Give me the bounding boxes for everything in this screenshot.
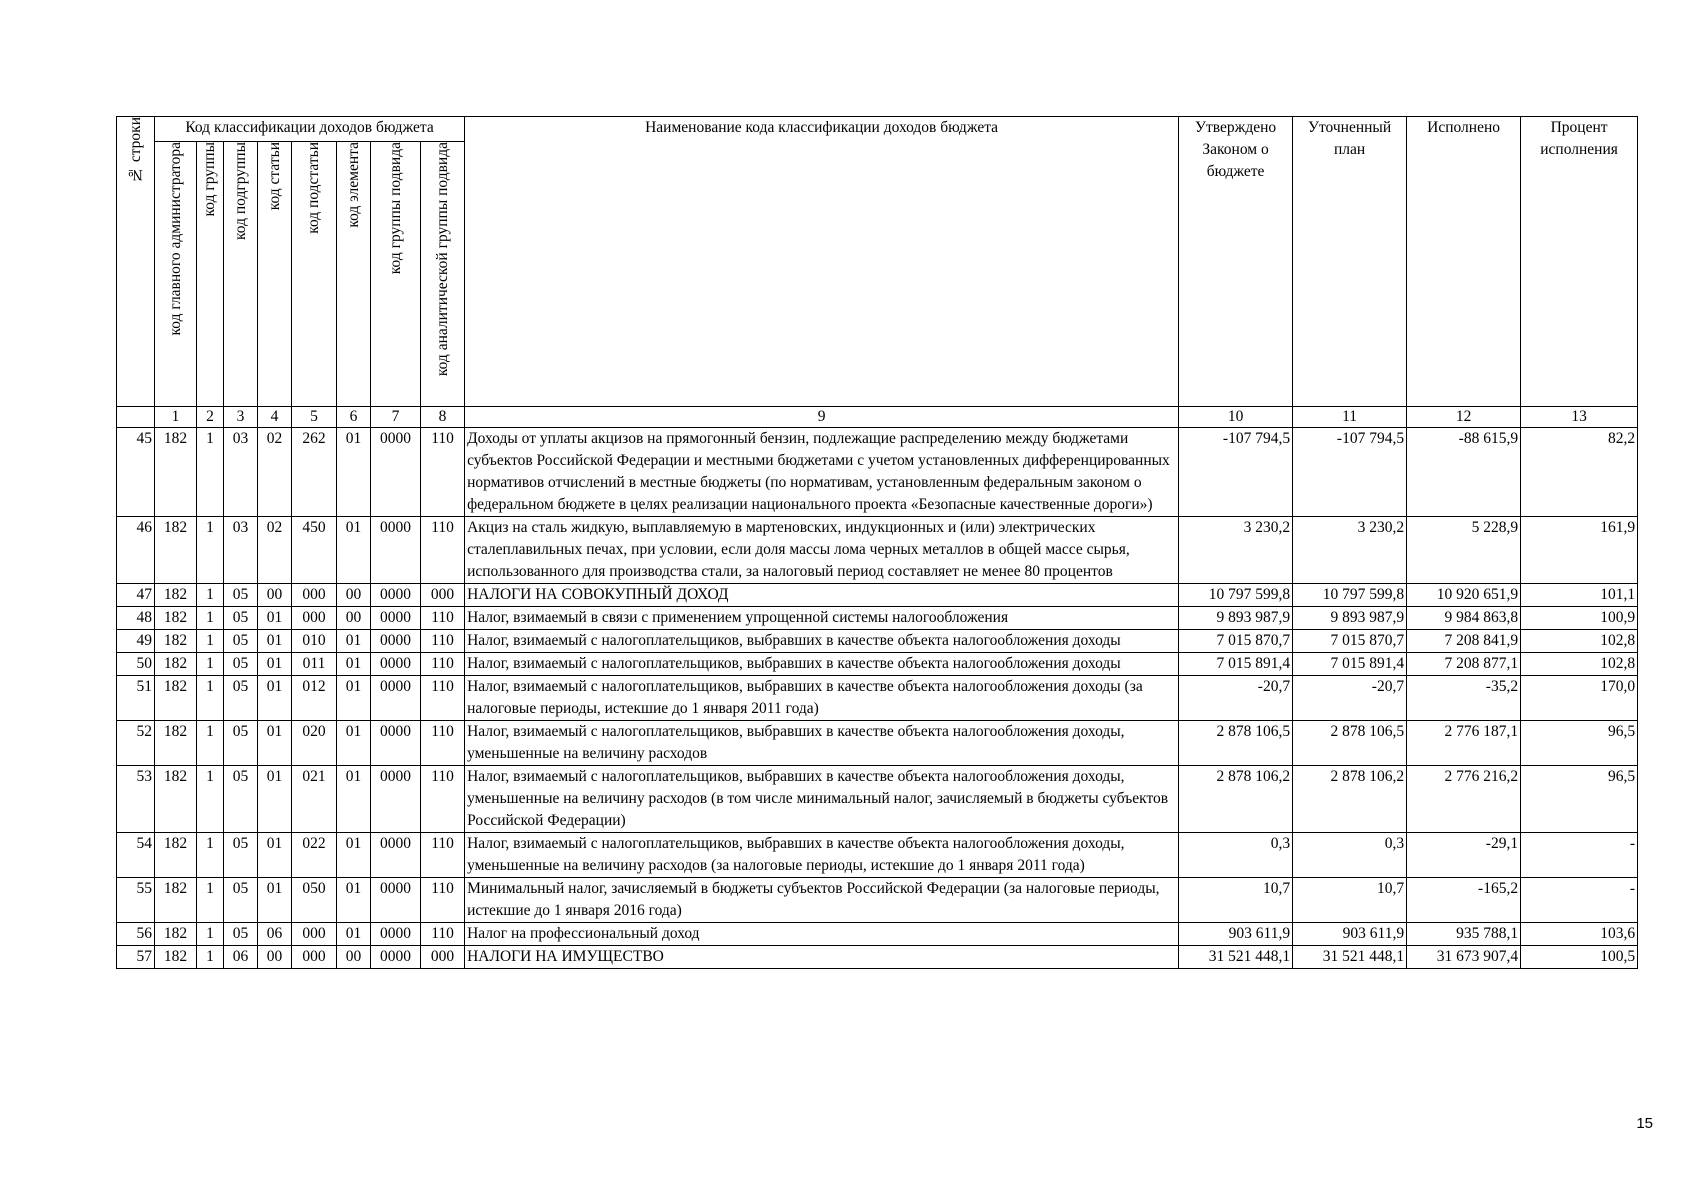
name-cell: Налог, взимаемый с налогоплательщиков, выбравших в качестве объекта налогообложения доходы: [465, 653, 1179, 676]
approved-cell: 9 893 987,9: [1179, 607, 1293, 630]
subarticle-code-cell: 021: [292, 766, 337, 833]
approved-cell: 0,3: [1179, 833, 1293, 878]
subarticle-code-cell: 000: [292, 923, 337, 946]
element-code-cell: 01: [337, 923, 371, 946]
group-code-header-text: код группы: [201, 142, 218, 217]
table-row: [117, 517, 1638, 584]
subgroup-code-cell: 05: [224, 923, 258, 946]
row-number-cell: 52: [117, 721, 155, 766]
group-code-cell: 1: [197, 607, 224, 630]
column-numbers-row: [117, 407, 1638, 428]
subtype-group-code-cell: 0000: [371, 721, 421, 766]
plan-cell: 2 878 106,2: [1293, 766, 1407, 833]
approved-cell: 10 797 599,8: [1179, 584, 1293, 607]
approved-header-line-2: Законом о: [1202, 141, 1269, 158]
analytic-group-code-cell: 110: [421, 630, 465, 653]
admin-code-cell: 182: [155, 946, 197, 969]
analytic-group-code-cell: 110: [421, 428, 465, 517]
revenue-classification-table: [116, 116, 1638, 969]
element-code-cell: 01: [337, 833, 371, 878]
article-code-cell: 01: [258, 630, 292, 653]
subarticle-code-cell: 262: [292, 428, 337, 517]
name-cell: Налог, взимаемый с налогоплательщиков, выбравших в качестве объекта налогообложения доходы, уменьшенные на величину расходов (за налоговые периоды, истекшие до 1 января 2011 года): [465, 833, 1179, 878]
admin-code-cell: 182: [155, 766, 197, 833]
table-row: [117, 878, 1638, 923]
plan-cell: 0,3: [1293, 833, 1407, 878]
article-code-cell: 02: [258, 428, 292, 517]
admin-code-cell: 182: [155, 923, 197, 946]
admin-code-cell: 182: [155, 584, 197, 607]
percent-cell: 102,8: [1521, 653, 1638, 676]
column-number-cell: 6: [337, 407, 371, 428]
group-code-cell: 1: [197, 766, 224, 833]
table-row: [117, 721, 1638, 766]
admin-code-cell: 182: [155, 517, 197, 584]
column-number-cell: 4: [258, 407, 292, 428]
name-cell: Налог, взимаемый с налогоплательщиков, выбравших в качестве объекта налогообложения доходы, уменьшенные на величину расходов (в том числе минимальный налог, зачисляемый в бюджеты субъектов Российской Федерации): [465, 766, 1179, 833]
analytic-group-code-cell: 110: [421, 833, 465, 878]
subarticle-code-cell: 010: [292, 630, 337, 653]
name-cell: Налог, взимаемый в связи с применением упрощенной системы налогообложения: [465, 607, 1179, 630]
name-cell: Акциз на сталь жидкую, выплавляемую в мартеновских, индукционных и (или) электрических сталеплавильных печах, при условии, если доля массы лома черных металлов в общей массе сырья, использованного для производства стали, за налоговый период составляет не менее 80 процентов: [465, 517, 1179, 584]
analytic-group-code-header: [421, 142, 465, 407]
classification-group-header: Код классификации доходов бюджета: [155, 117, 465, 142]
column-number-cell: 8: [421, 407, 465, 428]
subarticle-code-cell: 000: [292, 946, 337, 969]
plan-header-line-2: план: [1333, 141, 1366, 158]
article-code-header-text: код статьи: [265, 142, 283, 211]
column-number-cell: 12: [1407, 407, 1521, 428]
executed-cell: 7 208 877,1: [1407, 653, 1521, 676]
group-code-cell: 1: [197, 584, 224, 607]
group-code-cell: 1: [197, 946, 224, 969]
element-code-header-text: код элемента: [344, 142, 362, 228]
subarticle-code-cell: 000: [292, 584, 337, 607]
percent-cell: 161,9: [1521, 517, 1638, 584]
executed-cell: 10 920 651,9: [1407, 584, 1521, 607]
percent-header-line-2: исполнения: [1540, 141, 1618, 158]
row-number-cell: 46: [117, 517, 155, 584]
element-code-cell: 01: [337, 517, 371, 584]
row-number-header-text: № строки: [126, 117, 144, 184]
subgroup-code-cell: 05: [224, 607, 258, 630]
analytic-group-code-cell: 110: [421, 721, 465, 766]
subarticle-code-cell: 012: [292, 676, 337, 721]
subtype-group-code-cell: 0000: [371, 428, 421, 517]
subarticle-code-cell: 020: [292, 721, 337, 766]
subgroup-code-cell: 05: [224, 766, 258, 833]
article-code-cell: 01: [258, 878, 292, 923]
row-number-cell: 45: [117, 428, 155, 517]
subgroup-code-cell: 05: [224, 833, 258, 878]
subgroup-code-cell: 05: [224, 653, 258, 676]
name-cell: НАЛОГИ НА ИМУЩЕСТВО: [465, 946, 1179, 969]
subarticle-code-cell: 011: [292, 653, 337, 676]
table-body: [117, 428, 1638, 969]
row-number-cell: 54: [117, 833, 155, 878]
percent-header: [1521, 117, 1638, 407]
approved-cell: -20,7: [1179, 676, 1293, 721]
approved-cell: 3 230,2: [1179, 517, 1293, 584]
group-code-cell: 1: [197, 721, 224, 766]
element-code-cell: 00: [337, 946, 371, 969]
table-row: [117, 946, 1638, 969]
percent-cell: 100,5: [1521, 946, 1638, 969]
subgroup-code-cell: 05: [224, 676, 258, 721]
plan-cell: 7 015 870,7: [1293, 630, 1407, 653]
admin-code-cell: 182: [155, 676, 197, 721]
group-code-cell: 1: [197, 923, 224, 946]
subtype-group-code-cell: 0000: [371, 923, 421, 946]
subtype-group-code-cell: 0000: [371, 653, 421, 676]
approved-header-line-1: Утверждено: [1195, 119, 1277, 136]
executed-cell: 2 776 216,2: [1407, 766, 1521, 833]
percent-cell: 96,5: [1521, 766, 1638, 833]
group-code-cell: 1: [197, 833, 224, 878]
subtype-group-code-cell: 0000: [371, 833, 421, 878]
article-code-cell: 01: [258, 676, 292, 721]
column-number-cell: [117, 407, 155, 428]
admin-code-header: [155, 142, 197, 407]
table-row: [117, 607, 1638, 630]
element-code-cell: 01: [337, 653, 371, 676]
analytic-group-code-cell: 110: [421, 607, 465, 630]
approved-cell: 31 521 448,1: [1179, 946, 1293, 969]
executed-cell: -165,2: [1407, 878, 1521, 923]
subtype-group-code-cell: 0000: [371, 630, 421, 653]
group-code-cell: 1: [197, 878, 224, 923]
table-row: [117, 833, 1638, 878]
article-code-cell: 02: [258, 517, 292, 584]
analytic-group-code-cell: 110: [421, 923, 465, 946]
admin-code-header-text: код главного администратора: [166, 142, 184, 336]
percent-cell: -: [1521, 878, 1638, 923]
subgroup-code-cell: 05: [224, 584, 258, 607]
executed-cell: -35,2: [1407, 676, 1521, 721]
row-number-cell: 53: [117, 766, 155, 833]
article-code-cell: 01: [258, 766, 292, 833]
subtype-group-code-header-text: код группы подвида: [386, 142, 404, 275]
executed-cell: -29,1: [1407, 833, 1521, 878]
analytic-group-code-cell: 110: [421, 676, 465, 721]
admin-code-cell: 182: [155, 428, 197, 517]
subgroup-code-cell: 05: [224, 721, 258, 766]
row-number-cell: 48: [117, 607, 155, 630]
article-code-cell: 01: [258, 833, 292, 878]
analytic-group-code-cell: 110: [421, 766, 465, 833]
row-number-cell: 51: [117, 676, 155, 721]
subtype-group-code-cell: 0000: [371, 607, 421, 630]
admin-code-cell: 182: [155, 607, 197, 630]
group-code-cell: 1: [197, 517, 224, 584]
approved-cell: -107 794,5: [1179, 428, 1293, 517]
executed-cell: 31 673 907,4: [1407, 946, 1521, 969]
approved-cell: 10,7: [1179, 878, 1293, 923]
article-code-cell: 00: [258, 584, 292, 607]
percent-cell: 102,8: [1521, 630, 1638, 653]
table-row: [117, 653, 1638, 676]
executed-cell: 7 208 841,9: [1407, 630, 1521, 653]
approved-cell: 7 015 891,4: [1179, 653, 1293, 676]
subarticle-code-header: [292, 142, 337, 407]
analytic-group-code-cell: 110: [421, 653, 465, 676]
element-code-cell: 01: [337, 878, 371, 923]
table-row: [117, 766, 1638, 833]
column-number-cell: 13: [1521, 407, 1638, 428]
approved-cell: 7 015 870,7: [1179, 630, 1293, 653]
column-number-cell: 10: [1179, 407, 1293, 428]
column-number-cell: 7: [371, 407, 421, 428]
article-code-cell: 01: [258, 607, 292, 630]
approved-header-line-3: бюджете: [1206, 163, 1265, 180]
subgroup-code-header-text: код подгруппы: [231, 142, 249, 240]
row-number-cell: 56: [117, 923, 155, 946]
executed-cell: 5 228,9: [1407, 517, 1521, 584]
row-number-cell: 55: [117, 878, 155, 923]
page-number: 15: [1636, 1115, 1653, 1132]
column-number-cell: 1: [155, 407, 197, 428]
element-code-cell: 01: [337, 721, 371, 766]
subarticle-code-cell: 022: [292, 833, 337, 878]
analytic-group-code-cell: 000: [421, 946, 465, 969]
name-cell: Налог, взимаемый с налогоплательщиков, выбравших в качестве объекта налогообложения доходы: [465, 630, 1179, 653]
subgroup-code-cell: 05: [224, 630, 258, 653]
article-code-cell: 00: [258, 946, 292, 969]
approved-header: [1179, 117, 1293, 407]
subarticle-code-cell: 050: [292, 878, 337, 923]
column-number-cell: 11: [1293, 407, 1407, 428]
plan-cell: 903 611,9: [1293, 923, 1407, 946]
subtype-group-code-cell: 0000: [371, 878, 421, 923]
element-code-cell: 00: [337, 607, 371, 630]
name-cell: Налог, взимаемый с налогоплательщиков, выбравших в качестве объекта налогообложения доходы (за налоговые периоды, истекшие до 1 января 2011 года): [465, 676, 1179, 721]
header-row-group: [117, 117, 1638, 142]
executed-cell: 9 984 863,8: [1407, 607, 1521, 630]
plan-cell: 7 015 891,4: [1293, 653, 1407, 676]
table-row: [117, 923, 1638, 946]
percent-cell: 82,2: [1521, 428, 1638, 517]
element-code-cell: 01: [337, 676, 371, 721]
admin-code-cell: 182: [155, 630, 197, 653]
percent-cell: 96,5: [1521, 721, 1638, 766]
article-code-cell: 06: [258, 923, 292, 946]
plan-cell: -20,7: [1293, 676, 1407, 721]
plan-cell: -107 794,5: [1293, 428, 1407, 517]
row-number-cell: 49: [117, 630, 155, 653]
approved-cell: 2 878 106,5: [1179, 721, 1293, 766]
plan-cell: 2 878 106,5: [1293, 721, 1407, 766]
plan-cell: 10 797 599,8: [1293, 584, 1407, 607]
admin-code-cell: 182: [155, 653, 197, 676]
table-row: [117, 584, 1638, 607]
name-cell: Налог, взимаемый с налогоплательщиков, выбравших в качестве объекта налогообложения доходы, уменьшенные на величину расходов: [465, 721, 1179, 766]
name-cell: НАЛОГИ НА СОВОКУПНЫЙ ДОХОД: [465, 584, 1179, 607]
subgroup-code-cell: 03: [224, 517, 258, 584]
row-number-header: [117, 117, 155, 407]
approved-cell: 2 878 106,2: [1179, 766, 1293, 833]
table-row: [117, 676, 1638, 721]
executed-header: Исполнено: [1407, 117, 1521, 407]
table-row: [117, 428, 1638, 517]
group-code-cell: 1: [197, 428, 224, 517]
subtype-group-code-cell: 0000: [371, 766, 421, 833]
column-number-cell: 3: [224, 407, 258, 428]
row-number-cell: 47: [117, 584, 155, 607]
analytic-group-code-header-text: код аналитической группы подвида: [433, 142, 451, 377]
article-code-header: [258, 142, 292, 407]
group-code-header: [197, 142, 224, 407]
subarticle-code-cell: 000: [292, 607, 337, 630]
article-code-cell: 01: [258, 721, 292, 766]
subtype-group-code-cell: 0000: [371, 946, 421, 969]
subgroup-code-header: [224, 142, 258, 407]
subtype-group-code-header: [371, 142, 421, 407]
plan-cell: 3 230,2: [1293, 517, 1407, 584]
element-code-cell: 01: [337, 428, 371, 517]
approved-cell: 903 611,9: [1179, 923, 1293, 946]
analytic-group-code-cell: 110: [421, 878, 465, 923]
percent-cell: 101,1: [1521, 584, 1638, 607]
plan-header: [1293, 117, 1407, 407]
subtype-group-code-cell: 0000: [371, 676, 421, 721]
article-code-cell: 01: [258, 653, 292, 676]
subgroup-code-cell: 05: [224, 878, 258, 923]
percent-cell: -: [1521, 833, 1638, 878]
group-code-cell: 1: [197, 653, 224, 676]
percent-cell: 170,0: [1521, 676, 1638, 721]
name-cell: Налог на профессиональный доход: [465, 923, 1179, 946]
percent-cell: 100,9: [1521, 607, 1638, 630]
column-number-cell: 5: [292, 407, 337, 428]
subtype-group-code-cell: 0000: [371, 517, 421, 584]
admin-code-cell: 182: [155, 721, 197, 766]
element-code-cell: 01: [337, 630, 371, 653]
subarticle-code-header-text: код подстатьи: [305, 142, 322, 234]
group-code-cell: 1: [197, 676, 224, 721]
row-number-cell: 57: [117, 946, 155, 969]
plan-header-line-1: Уточненный: [1307, 119, 1392, 136]
plan-cell: 9 893 987,9: [1293, 607, 1407, 630]
percent-cell: 103,6: [1521, 923, 1638, 946]
name-cell: Доходы от уплаты акцизов на прямогонный бензин, подлежащие распределению между бюджетами субъектов Российской Федерации и местными бюджетами с учетом установленных дифференцированных нормативов отчислений в местные бюджеты (по нормативам, установленным федеральным законом о федеральном бюджете в целях реализации национального проекта «Безопасные качественные дороги»): [465, 428, 1179, 517]
name-cell: Минимальный налог, зачисляемый в бюджеты субъектов Российской Федерации (за налоговые периоды, истекшие до 1 января 2016 года): [465, 878, 1179, 923]
plan-cell: 10,7: [1293, 878, 1407, 923]
subtype-group-code-cell: 0000: [371, 584, 421, 607]
name-header: Наименование кода классификации доходов бюджета: [465, 117, 1179, 407]
element-code-header: [337, 142, 371, 407]
percent-header-line-1: Процент: [1550, 119, 1608, 136]
admin-code-cell: 182: [155, 878, 197, 923]
analytic-group-code-cell: 000: [421, 584, 465, 607]
executed-cell: -88 615,9: [1407, 428, 1521, 517]
group-code-cell: 1: [197, 630, 224, 653]
analytic-group-code-cell: 110: [421, 517, 465, 584]
element-code-cell: 00: [337, 584, 371, 607]
subgroup-code-cell: 06: [224, 946, 258, 969]
column-number-cell: 9: [465, 407, 1179, 428]
row-number-cell: 50: [117, 653, 155, 676]
admin-code-cell: 182: [155, 833, 197, 878]
column-number-cell: 2: [197, 407, 224, 428]
subarticle-code-cell: 450: [292, 517, 337, 584]
executed-cell: 935 788,1: [1407, 923, 1521, 946]
subgroup-code-cell: 03: [224, 428, 258, 517]
plan-cell: 31 521 448,1: [1293, 946, 1407, 969]
table-row: [117, 630, 1638, 653]
executed-cell: 2 776 187,1: [1407, 721, 1521, 766]
element-code-cell: 01: [337, 766, 371, 833]
